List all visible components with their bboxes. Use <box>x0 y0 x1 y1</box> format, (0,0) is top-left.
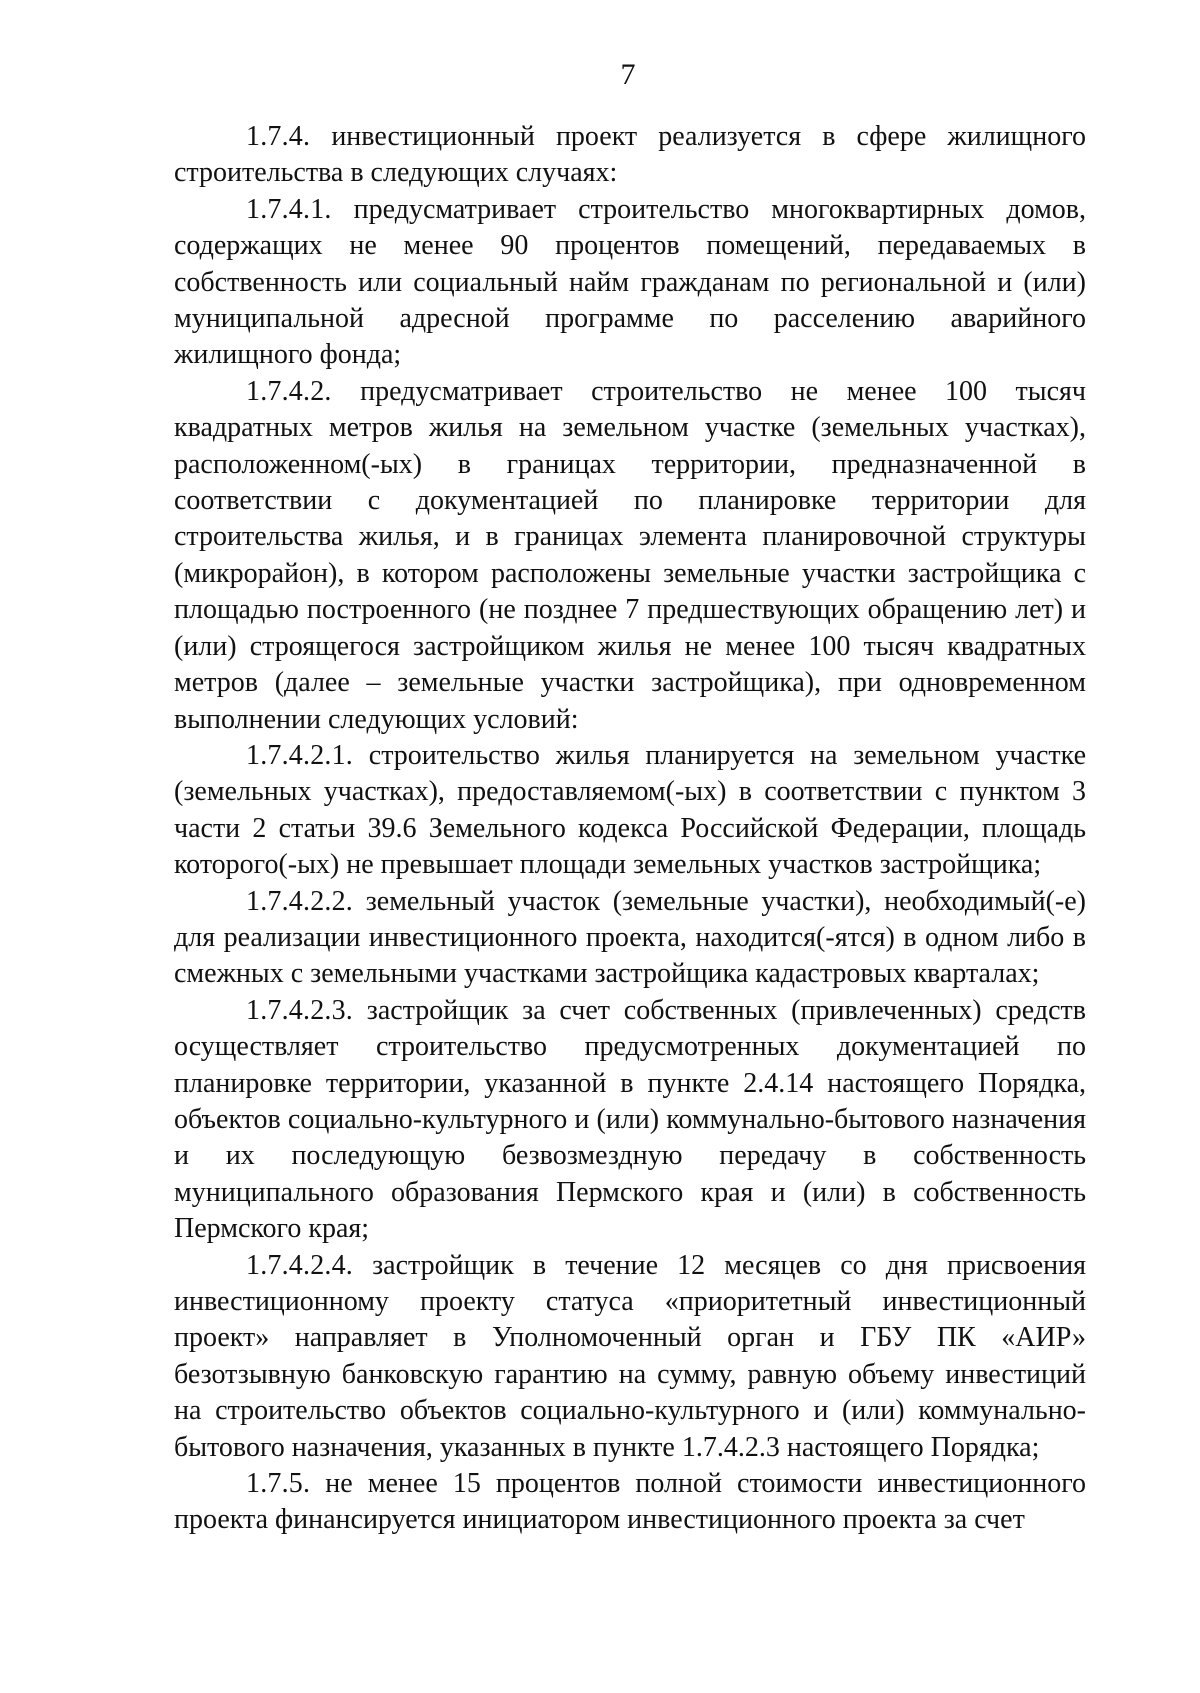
paragraph-text: не менее 15 процентов полной стоимости инвестиционного проекта финансируется инициатором инвестиционного проекта за счет <box>174 1468 1087 1536</box>
paragraph-1-7-4 <box>174 119 1086 192</box>
paragraph-text: предусматривает строительство не менее 100 тысяч квадратных метров жилья на земельном участке (земельных участках), расположенном(-ых) в границах территории, предназначенной в соответствии с документацией по планировке территории для строительства жилья, и в границах элемента планировочной структуры (микрорайон), в котором расположены земельные участки застройщика с площадью построенного (не позднее 7 предшествующих обращению лет) и (или) строящегося застройщиком жилья не менее 100 тысяч квадратных метров (далее – земельные участки застройщика), при одновременном выполнении следующих условий: <box>174 375 1086 735</box>
paragraph-1-7-4-2 <box>174 374 1086 738</box>
paragraph-1-7-4-2-4 <box>174 1248 1086 1466</box>
paragraph-1-7-4-2-1 <box>174 738 1086 884</box>
paragraph-text: инвестиционный проект реализуется в сфере жилищного строительства в следующих случаях: <box>174 121 1087 189</box>
paragraph-1-7-4-2-2 <box>174 884 1086 993</box>
paragraph-number: 1.7.4.2.3. <box>246 994 353 1026</box>
paragraph-1-7-4-1 <box>174 192 1086 374</box>
paragraph-number: 1.7.4.2.2. <box>246 885 353 917</box>
paragraph-number: 1.7.5. <box>246 1468 311 1500</box>
paragraph-text: строительство жилья планируется на земельном участке (земельных участках), предоставляемом(-ых) в соответствии с пунктом 3 части 2 статьи 39.6 Земельного кодекса Российской Федерации, площадь которого(-ых) не превышает площади земельных участков застройщика; <box>174 739 1087 881</box>
paragraph-text: застройщик в течение 12 месяцев со дня присвоения инвестиционному проекту статуса «приоритетный инвестиционный проект» направляет в Уполномоченный орган и ГБУ ПК «АИР» безотзывную банковскую гарантию на сумму, равную объему инвестиций на строительство объектов социально-культурного и (или) коммунально-бытового назначения, указанных в пункте 1.7.4.2.3 настоящего Порядка; <box>174 1249 1087 1463</box>
paragraph-number: 1.7.4. <box>246 121 311 152</box>
paragraph-text: застройщик за счет собственных (привлеченных) средств осуществляет строительство предусмотренных документацией по планировке территории, указанной в пункте 2.4.14 настоящего Порядка, объектов социально-культурного и (или) коммунально-бытового назначения и их последующую безвозмездную передачу в собственность муниципального образования Пермского края и (или) в собственность Пермского края; <box>174 994 1086 1245</box>
paragraph-1-7-5 <box>174 1466 1086 1539</box>
page-number: 7 <box>620 58 636 91</box>
paragraph-text: земельный участок (земельные участки), необходимый(-е) для реализации инвестиционного проекта, находится(-ятся) в одном либо в смежных с земельными участками застройщика кадастровых кварталах; <box>174 885 1086 990</box>
paragraph-text: предусматривает строительство многоквартирных домов, содержащих не менее 90 процентов помещений, передаваемых в собственность или социальный найм гражданам по региональной и (или) муниципальной адресной программе по расселению аварийного жилищного фонда; <box>174 193 1087 371</box>
paragraph-number: 1.7.4.2.4. <box>246 1249 353 1281</box>
paragraph-1-7-4-2-3 <box>174 993 1086 1248</box>
paragraph-number: 1.7.4.2. <box>246 375 332 407</box>
paragraph-number: 1.7.4.1. <box>246 193 332 225</box>
paragraph-number: 1.7.4.2.1. <box>246 739 353 771</box>
document-body <box>174 119 1086 1539</box>
